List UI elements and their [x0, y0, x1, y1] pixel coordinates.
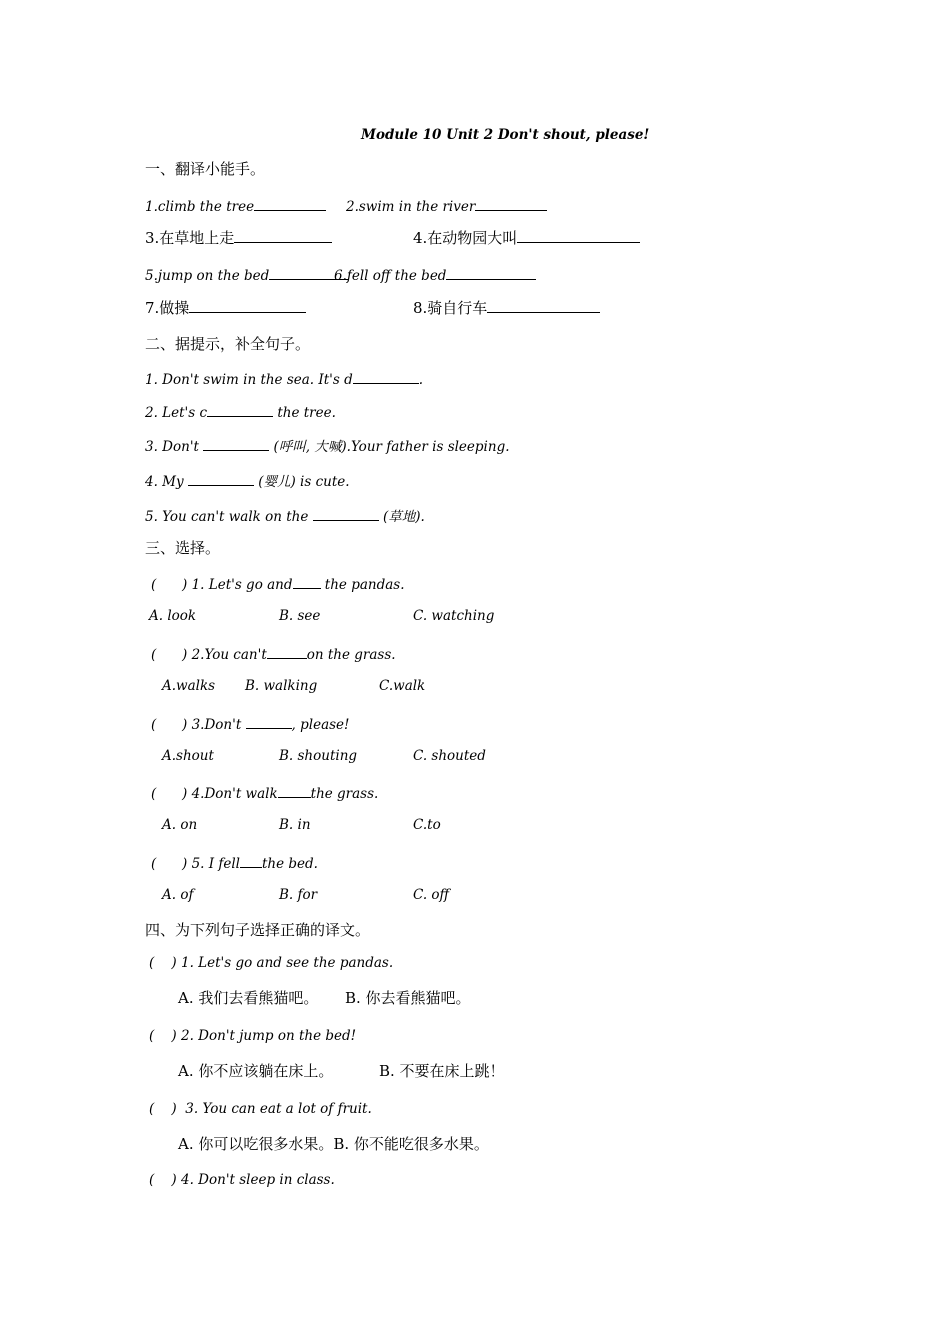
p3-question-5: ( ) 5. I fell the bed. — [151, 856, 318, 872]
p3-q1-option-b: B. see — [279, 608, 321, 624]
p4-question-2: ( ) 2. Don't jump on the bed! — [149, 1028, 357, 1044]
p3-q3-option-a: A.shout — [162, 748, 214, 764]
p3-q4-option-b: B. in — [279, 817, 311, 833]
section-2-heading: 二、据提示，补全句子。 — [145, 335, 311, 353]
p4-q2-option-a: A. 你不应该躺在床上。 — [178, 1062, 334, 1080]
p3-q3-option-c: C. shouted — [413, 748, 486, 764]
p3-q1-option-c: C. watching — [413, 608, 495, 624]
p4-question-4: ( ) 4. Don't sleep in class. — [149, 1172, 335, 1188]
p3-question-4: ( ) 4.Don't walk the grass. — [151, 786, 379, 802]
p2-line-5: 5. You can't walk on the (草地). — [145, 509, 425, 525]
p4-q3-options: A. 你可以吃很多水果。B. 你不能吃很多水果。 — [178, 1135, 489, 1153]
page-title: Module 10 Unit 2 Don't shout, please! — [361, 127, 650, 143]
p4-q1-option-a: A. 我们去看熊猫吧。 — [178, 989, 319, 1007]
p2-line-1: 1. Don't swim in the sea. It's d . — [145, 372, 424, 388]
p3-q1-option-a: A. look — [149, 608, 197, 624]
p4-question-3: ( ) 3. You can eat a lot of fruit. — [149, 1101, 372, 1117]
section-3-heading: 三、选择。 — [145, 539, 221, 557]
p3-q4-option-c: C.to — [413, 817, 441, 833]
section-1-heading: 一、翻译小能手。 — [145, 160, 266, 178]
p3-question-2: ( ) 2.You can't on the grass. — [151, 647, 396, 663]
p4-q2-option-b: B. 不要在床上跳！ — [379, 1062, 505, 1080]
p3-question-3: ( ) 3.Don't , please! — [151, 717, 350, 733]
p3-q5-option-b: B. for — [279, 887, 318, 903]
p1-q2: 2.swim in the river — [346, 197, 547, 215]
p3-q2-option-c: C.walk — [379, 678, 426, 694]
p2-line-4: 4. My (婴儿) is cute. — [145, 474, 350, 490]
p1-q7: 7.做操 — [145, 299, 306, 316]
p3-q2-option-a: A.walks — [162, 678, 216, 694]
p1-q1: 1.climb the tree — [145, 197, 326, 215]
p2-line-3: 3. Don't (呼叫, 大喊).Your father is sleeping. — [145, 439, 510, 455]
p3-q5-option-a: A. of — [162, 887, 194, 903]
p1-q8: 8.骑自行车 — [413, 299, 600, 316]
p3-question-1: ( ) 1. Let's go and the pandas. — [151, 577, 405, 593]
p1-q3: 3.在草地上走 — [145, 229, 332, 246]
p3-q2-option-b: B. walking — [245, 678, 318, 694]
p4-question-1: ( ) 1. Let's go and see the pandas. — [149, 955, 394, 971]
p3-q3-option-b: B. shouting — [279, 748, 358, 764]
p1-q6: 6.fell off the bed — [334, 266, 536, 284]
p3-q4-option-a: A. on — [162, 817, 198, 833]
p1-q4: 4.在动物园大叫 — [413, 229, 640, 246]
p1-q5: 5.jump on the bed — [145, 266, 349, 284]
p2-line-2: 2. Let's c the tree. — [145, 405, 336, 421]
section-4-heading: 四、为下列句子选择正确的译文。 — [145, 921, 371, 939]
p3-q5-option-c: C. off — [413, 887, 450, 903]
p4-q1-option-b: B. 你去看熊猫吧。 — [345, 989, 471, 1007]
